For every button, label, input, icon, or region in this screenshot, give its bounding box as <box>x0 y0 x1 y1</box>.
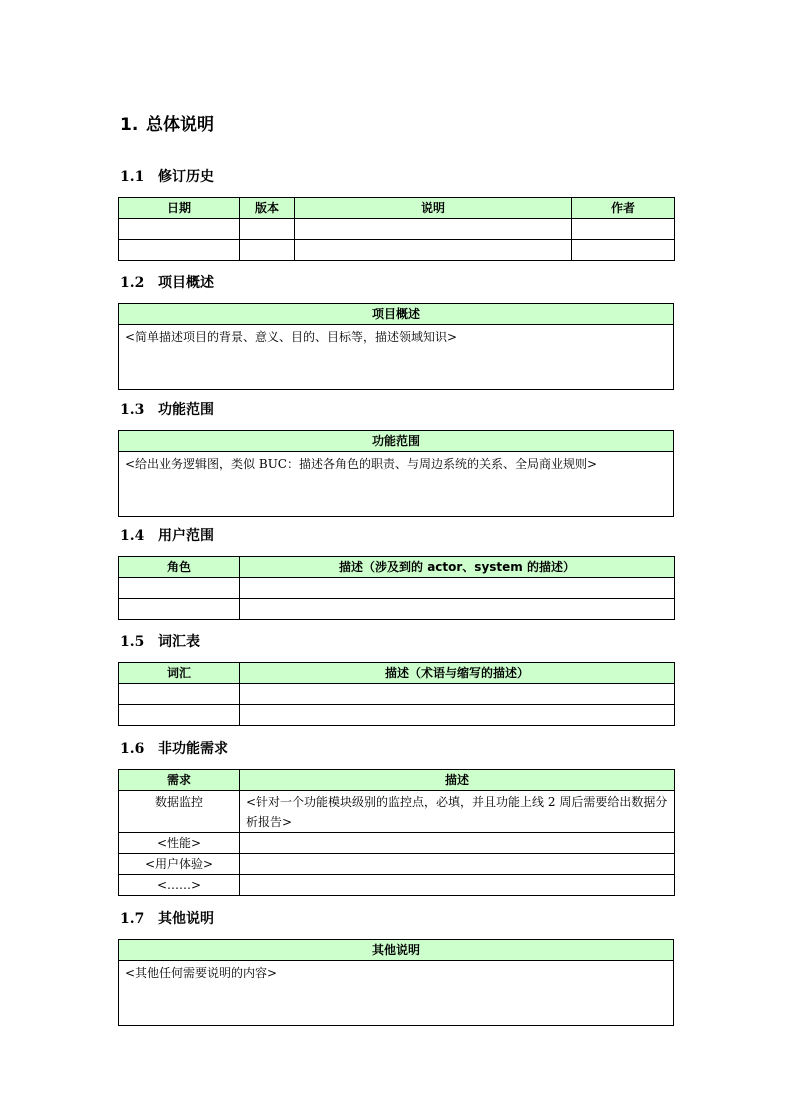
chapter-number: 1. <box>120 115 139 135</box>
section-title: 功能范围 <box>158 402 214 418</box>
section-heading-scope <box>120 401 214 419</box>
column-header: 功能范围 <box>119 431 674 452</box>
table-cell[interactable] <box>572 240 675 261</box>
column-header: 版本 <box>240 198 295 219</box>
glossary-table <box>118 662 675 726</box>
requirement-cell[interactable]: <性能> <box>119 833 240 854</box>
table-row <box>119 452 674 517</box>
table-cell[interactable] <box>240 219 295 240</box>
section-heading-nonfunctional <box>120 740 228 758</box>
table-header-row <box>119 770 675 791</box>
section-number: 1.5 <box>120 634 145 650</box>
table-row <box>119 833 675 854</box>
table-row <box>119 684 675 705</box>
section-number: 1.7 <box>120 911 145 927</box>
table-cell[interactable] <box>119 599 240 620</box>
section-heading-glossary <box>120 633 200 651</box>
table-cell[interactable] <box>119 684 240 705</box>
section-number: 1.2 <box>120 275 145 291</box>
section-title: 其他说明 <box>158 911 214 927</box>
description-cell[interactable] <box>240 854 675 875</box>
table-header-row <box>119 431 674 452</box>
table-header-row <box>119 304 674 325</box>
table-cell[interactable] <box>119 705 240 726</box>
nonfunctional-requirements-table <box>118 769 675 896</box>
table-cell[interactable] <box>240 240 295 261</box>
column-header: 描述（术语与缩写的描述） <box>240 663 675 684</box>
scope-text-cell[interactable]: <给出业务逻辑图，类似 BUC：描述各角色的职责、与周边系统的关系、全局商业规则> <box>119 452 674 517</box>
table-cell[interactable] <box>240 599 675 620</box>
project-overview-table <box>118 303 674 390</box>
section-heading-other <box>120 910 214 928</box>
table-cell[interactable] <box>119 578 240 599</box>
table-row <box>119 599 675 620</box>
section-heading-revision <box>120 168 214 186</box>
table-row <box>119 875 675 896</box>
column-header: 作者 <box>572 198 675 219</box>
other-notes-table <box>118 939 674 1026</box>
section-heading-overview <box>120 274 214 292</box>
table-cell[interactable] <box>240 705 675 726</box>
table-header-row <box>119 198 675 219</box>
column-header: 需求 <box>119 770 240 791</box>
function-scope-table <box>118 430 674 517</box>
section-number: 1.4 <box>120 528 145 544</box>
section-number: 1.3 <box>120 402 145 418</box>
section-title: 修订历史 <box>158 169 214 185</box>
table-header-row <box>119 940 674 961</box>
description-cell[interactable] <box>240 833 675 854</box>
column-header: 项目概述 <box>119 304 674 325</box>
table-row <box>119 219 675 240</box>
revision-history-table <box>118 197 675 261</box>
section-title: 非功能需求 <box>158 741 228 757</box>
table-cell[interactable] <box>119 219 240 240</box>
column-header: 描述 <box>240 770 675 791</box>
table-row <box>119 961 674 1026</box>
table-cell[interactable] <box>295 240 572 261</box>
chapter-title: 总体说明 <box>146 115 214 135</box>
section-title: 用户范围 <box>158 528 214 544</box>
table-cell[interactable] <box>240 578 675 599</box>
column-header: 词汇 <box>119 663 240 684</box>
chapter-heading <box>120 114 214 136</box>
user-scope-table <box>118 556 675 620</box>
table-header-row <box>119 557 675 578</box>
overview-text-cell[interactable]: <简单描述项目的背景、意义、目的、目标等，描述领域知识> <box>119 325 674 390</box>
table-cell[interactable] <box>119 240 240 261</box>
table-row <box>119 240 675 261</box>
requirement-cell[interactable]: 数据监控 <box>119 791 240 833</box>
column-header: 描述（涉及到的 actor、system 的描述） <box>240 557 675 578</box>
section-heading-users <box>120 527 214 545</box>
table-cell[interactable] <box>572 219 675 240</box>
requirement-cell[interactable]: <……> <box>119 875 240 896</box>
section-number: 1.6 <box>120 741 145 757</box>
requirement-cell[interactable]: <用户体验> <box>119 854 240 875</box>
column-header: 说明 <box>295 198 572 219</box>
table-row <box>119 325 674 390</box>
column-header: 日期 <box>119 198 240 219</box>
table-header-row <box>119 663 675 684</box>
section-number: 1.1 <box>120 169 145 185</box>
description-cell[interactable] <box>240 875 675 896</box>
table-row <box>119 791 675 833</box>
section-title: 词汇表 <box>158 634 200 650</box>
table-row <box>119 854 675 875</box>
table-row <box>119 705 675 726</box>
other-text-cell[interactable]: <其他任何需要说明的内容> <box>119 961 674 1026</box>
column-header: 角色 <box>119 557 240 578</box>
column-header: 其他说明 <box>119 940 674 961</box>
section-title: 项目概述 <box>158 275 214 291</box>
table-row <box>119 578 675 599</box>
table-cell[interactable] <box>295 219 572 240</box>
table-cell[interactable] <box>240 684 675 705</box>
description-cell[interactable]: <针对一个功能模块级别的监控点，必填，并且功能上线 2 周后需要给出数据分析报告> <box>240 791 675 833</box>
